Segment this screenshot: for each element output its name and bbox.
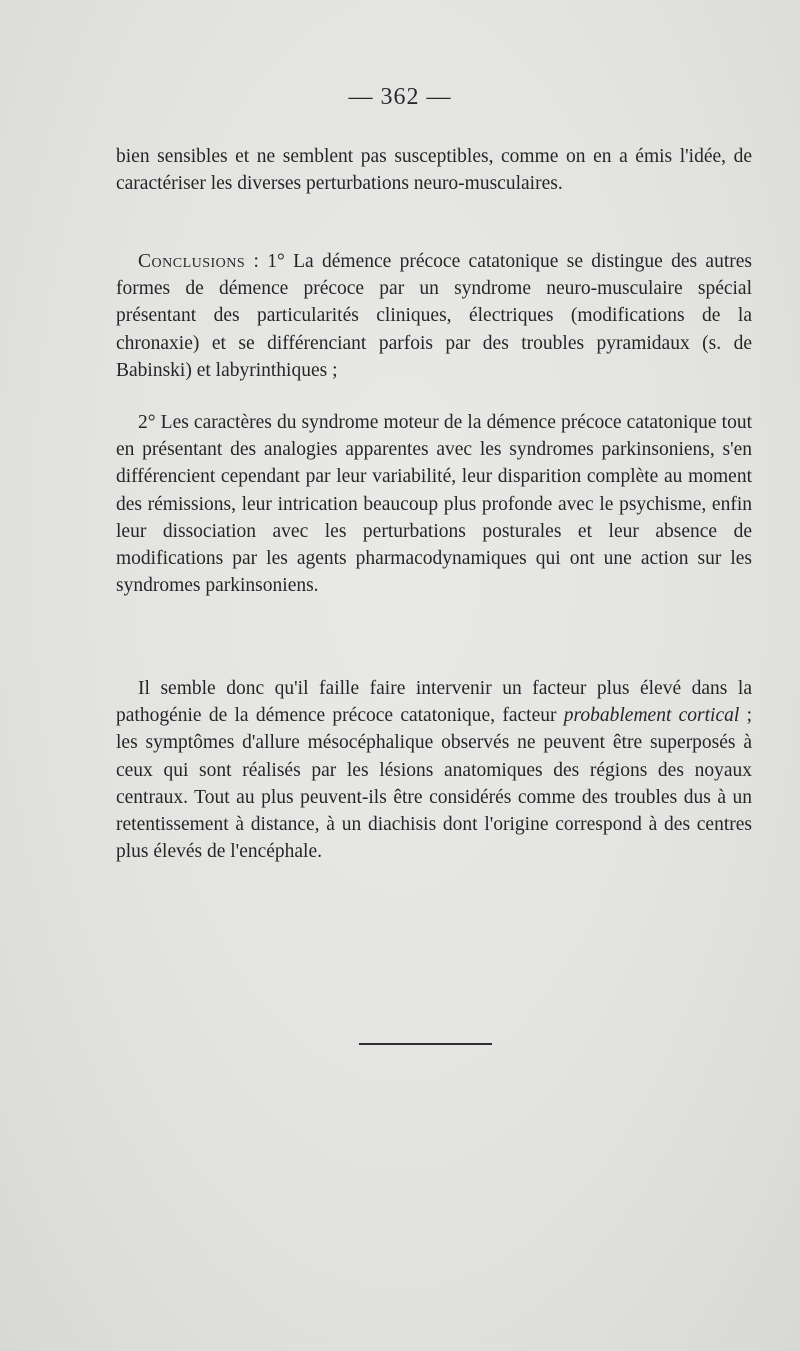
conclusions-heading: Conclusions xyxy=(138,251,246,272)
conclusions-text: : 1° La démence précoce catatonique se distingue des autres formes de démence précoce par un syndrome neuro-musculaire spécial présentant des particularités cliniques, électriques (modifications de la chronaxie) et se différenciant parfois par des troubles pyramidaux (s. de Babinski) et labyrinthiques ; xyxy=(116,251,752,381)
paragraph-text xyxy=(116,248,752,384)
final-text-italic: probablement cortical xyxy=(563,705,740,727)
paragraph-final xyxy=(116,675,752,865)
paragraph-second-conclusion xyxy=(116,409,752,599)
final-text-after: ; les symptômes d'allure mésocéphalique observés ne peuvent être superposés à ceux qui sont réalisés par les lésions anatomiques des régions des noyaux centraux. Tout au plus peuvent-ils être considérés comme des troubles dus à un retentissement à distance, à un diachisis dont l'origine correspond à des centres plus élevés de l'encéphale. xyxy=(116,705,752,863)
paragraph-text: bien sensibles et ne semblent pas susceptibles, comme on en a émis l'idée, de caractériser les diverses perturbations neuro-musculaires. xyxy=(116,146,752,195)
paragraph-continuation xyxy=(116,143,752,197)
paragraph-text: 2° Les caractères du syndrome moteur de la démence précoce catatonique tout en présentant des analogies apparentes avec les syndromes parkinsoniens, s'en différencient cependant par leur variabilité, leur disparition complète au moment des rémissions, leur intrication beaucoup plus profonde avec le psychisme, enfin leur dissociation avec les perturbations posturales et leur absence de modifications par les agents pharmacodynamiques qui ont une action sur les syndromes parkinsoniens. xyxy=(116,412,752,597)
paragraph-text xyxy=(116,675,752,865)
closing-rule xyxy=(359,1043,492,1045)
paragraph-conclusions xyxy=(116,248,752,384)
page-number: — 362 — xyxy=(348,84,452,110)
final-text-before: Il semble donc qu'il faille faire intervenir un facteur plus élevé dans la pathogénie de la démence précoce catatonique, facteur xyxy=(116,678,752,727)
